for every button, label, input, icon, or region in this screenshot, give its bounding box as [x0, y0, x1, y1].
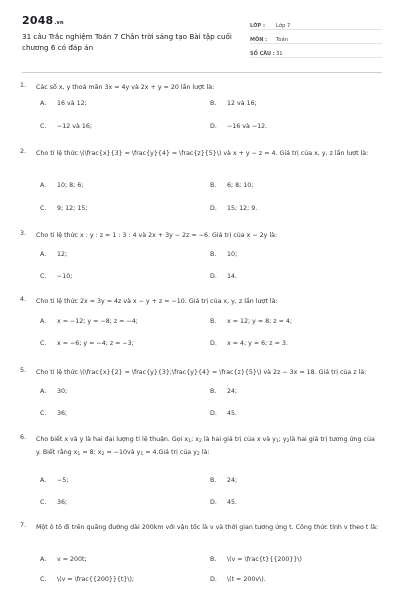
option-text: 45.: [227, 410, 238, 417]
option-d[interactable]: [210, 499, 237, 506]
option-letter: D.: [210, 340, 217, 347]
option-letter: C.: [40, 123, 47, 130]
option-text: −10;: [57, 273, 73, 280]
question-text: Cho tỉ lệ thức \(\frac{x}{3} = \frac{y}{4} = \frac{z}{5}\) và x + y − z = 4. Giá trị của x, y, z lần lượt là:: [36, 150, 369, 157]
option-letter: C.: [40, 576, 47, 583]
question-number: 6.: [20, 434, 27, 441]
option-d[interactable]: [210, 123, 267, 130]
option-text: 45.: [227, 499, 238, 506]
option-c[interactable]: [40, 410, 67, 417]
question-text: Cho biết x và y là hai đại lượng tỉ lệ thuận. Gọi $x_1$; $x_2$ là hai giá trị của x và $y_1$; $y_2là$ hai giá trị tương ứng của y. Biết rằng $x_1 = 8$; $x_2$ = −10và $y_1$ = 4.Giá trị của $y_2$ là:: [36, 436, 375, 457]
option-d[interactable]: [210, 273, 237, 280]
option-d[interactable]: [210, 205, 257, 212]
option-c[interactable]: [40, 205, 87, 212]
option-letter: A.: [40, 477, 47, 484]
option-c[interactable]: [40, 576, 134, 583]
option-a[interactable]: [40, 388, 67, 395]
site-logo[interactable]: [22, 14, 64, 27]
option-text: 24;: [227, 388, 238, 395]
option-text: x = −12; y = −8; z = −4;: [57, 318, 138, 325]
option-a[interactable]: [40, 182, 83, 189]
option-a[interactable]: [40, 318, 138, 325]
option-b[interactable]: [210, 100, 257, 107]
question-text: Cho tỉ lệ thức \(\frac{x}{2} = \frac{y}{3};\frac{y}{4} = \frac{z}{5}\) và 2z − 3x = 18. Giá trị của z là:: [36, 369, 367, 376]
option-letter: D.: [210, 410, 217, 417]
option-d[interactable]: [210, 576, 266, 583]
meta-value: Lớp 7: [276, 23, 291, 29]
option-text: x = 4; y = 6; z = 3.: [227, 340, 288, 347]
option-text: 10; 8; 6;: [57, 182, 84, 189]
option-text: \(v = \frac{t}{{200}}\): [227, 556, 302, 563]
option-letter: A.: [40, 388, 47, 395]
option-letter: B.: [210, 388, 217, 395]
question-number: 7.: [20, 522, 27, 529]
option-letter: D.: [210, 499, 217, 506]
document-title: 31 câu Trắc nghiệm Toán 7 Chân trời sáng tạo Bài tập cuối chương 6 có đáp án: [22, 32, 232, 52]
option-text: 15; 12; 9.: [227, 205, 258, 212]
option-text: x = −6; y = −4; z = −3;: [57, 340, 134, 347]
option-c[interactable]: [40, 499, 67, 506]
question-text: Các số x, y thoả mãn 3x = 4y và 2x + y = 20 lần lượt là:: [36, 84, 215, 91]
option-b[interactable]: [210, 556, 302, 563]
option-d[interactable]: [210, 410, 237, 417]
option-c[interactable]: [40, 123, 92, 130]
meta-key: SỐ CÂU :: [250, 51, 275, 57]
option-letter: C.: [40, 205, 47, 212]
option-text: \(t = 200v\).: [227, 576, 266, 583]
meta-row-subject: [250, 30, 382, 44]
option-a[interactable]: [40, 556, 87, 563]
option-letter: B.: [210, 182, 217, 189]
option-c[interactable]: [40, 340, 134, 347]
option-text: v = 200t;: [57, 556, 87, 563]
option-d[interactable]: [210, 340, 288, 347]
option-letter: D.: [210, 123, 217, 130]
option-text: 30;: [57, 388, 68, 395]
option-letter: C.: [40, 410, 47, 417]
option-letter: B.: [210, 556, 217, 563]
option-letter: B.: [210, 318, 217, 325]
option-c[interactable]: [40, 273, 72, 280]
meta-row-count: [250, 44, 382, 58]
meta-value: Toán: [276, 37, 288, 43]
option-text: 16 và 12;: [57, 100, 87, 107]
option-text: 12;: [57, 251, 68, 258]
option-letter: C.: [40, 273, 47, 280]
option-letter: C.: [40, 340, 47, 347]
question-number: 5.: [20, 367, 27, 374]
option-letter: C.: [40, 499, 47, 506]
document-meta: [250, 16, 382, 58]
option-a[interactable]: [40, 251, 67, 258]
option-text: 10;: [227, 251, 238, 258]
option-text: 6; 8; 10;: [227, 182, 254, 189]
option-letter: D.: [210, 576, 217, 583]
meta-row-grade: [250, 16, 382, 30]
option-letter: D.: [210, 205, 217, 212]
option-text: 24;: [227, 477, 238, 484]
logo-text: 2048: [22, 14, 54, 27]
option-letter: A.: [40, 182, 47, 189]
question-text: Cho tỉ lệ thức 2x = 3y = 4z và x − y + z = −10. Giá trị của x, y, z lần lượt là:: [36, 298, 278, 305]
logo-suffix: .vn: [54, 20, 64, 26]
option-text: \(v = \frac{{200}}{t}\);: [57, 576, 135, 583]
document-header: [22, 14, 382, 78]
meta-value: 31: [276, 51, 283, 57]
option-text: −16 và −12.: [227, 123, 268, 130]
option-b[interactable]: [210, 477, 237, 484]
option-b[interactable]: [210, 182, 253, 189]
question-number: 2.: [20, 148, 27, 155]
option-letter: A.: [40, 100, 47, 107]
option-letter: A.: [40, 251, 47, 258]
option-letter: D.: [210, 273, 217, 280]
option-a[interactable]: [40, 477, 68, 484]
option-letter: B.: [210, 100, 217, 107]
option-b[interactable]: [210, 318, 292, 325]
question-number: 3.: [20, 230, 27, 237]
question-text: Cho tỉ lệ thức x : y : z = 1 : 3 : 4 và 2x + 3y − 2z = −6. Giá trị của x − 2y là:: [36, 232, 278, 239]
option-text: 9; 12; 15;: [57, 205, 88, 212]
option-letter: B.: [210, 477, 217, 484]
option-text: −5;: [57, 477, 69, 484]
option-text: 36;: [57, 410, 68, 417]
option-text: 36;: [57, 499, 68, 506]
option-text: 12 và 16;: [227, 100, 257, 107]
option-b[interactable]: [210, 388, 237, 395]
question-number: 1.: [20, 82, 27, 89]
meta-key: MÔN :: [250, 37, 268, 43]
option-letter: A.: [40, 318, 47, 325]
question-text: Một ô tô đi trên quãng đường dài 200km với vận tốc là v và thời gian tương ứng t. Công thức tính v theo t là:: [36, 524, 379, 531]
option-a[interactable]: [40, 100, 87, 107]
option-text: 14.: [227, 273, 238, 280]
meta-key: LỚP :: [250, 23, 265, 29]
option-text: −12 và 16;: [57, 123, 93, 130]
option-letter: B.: [210, 251, 217, 258]
question-number: 4.: [20, 296, 27, 303]
header-divider: [22, 72, 382, 73]
option-text: x = 12; y = 8; z = 4;: [227, 318, 292, 325]
option-b[interactable]: [210, 251, 237, 258]
option-letter: A.: [40, 556, 47, 563]
